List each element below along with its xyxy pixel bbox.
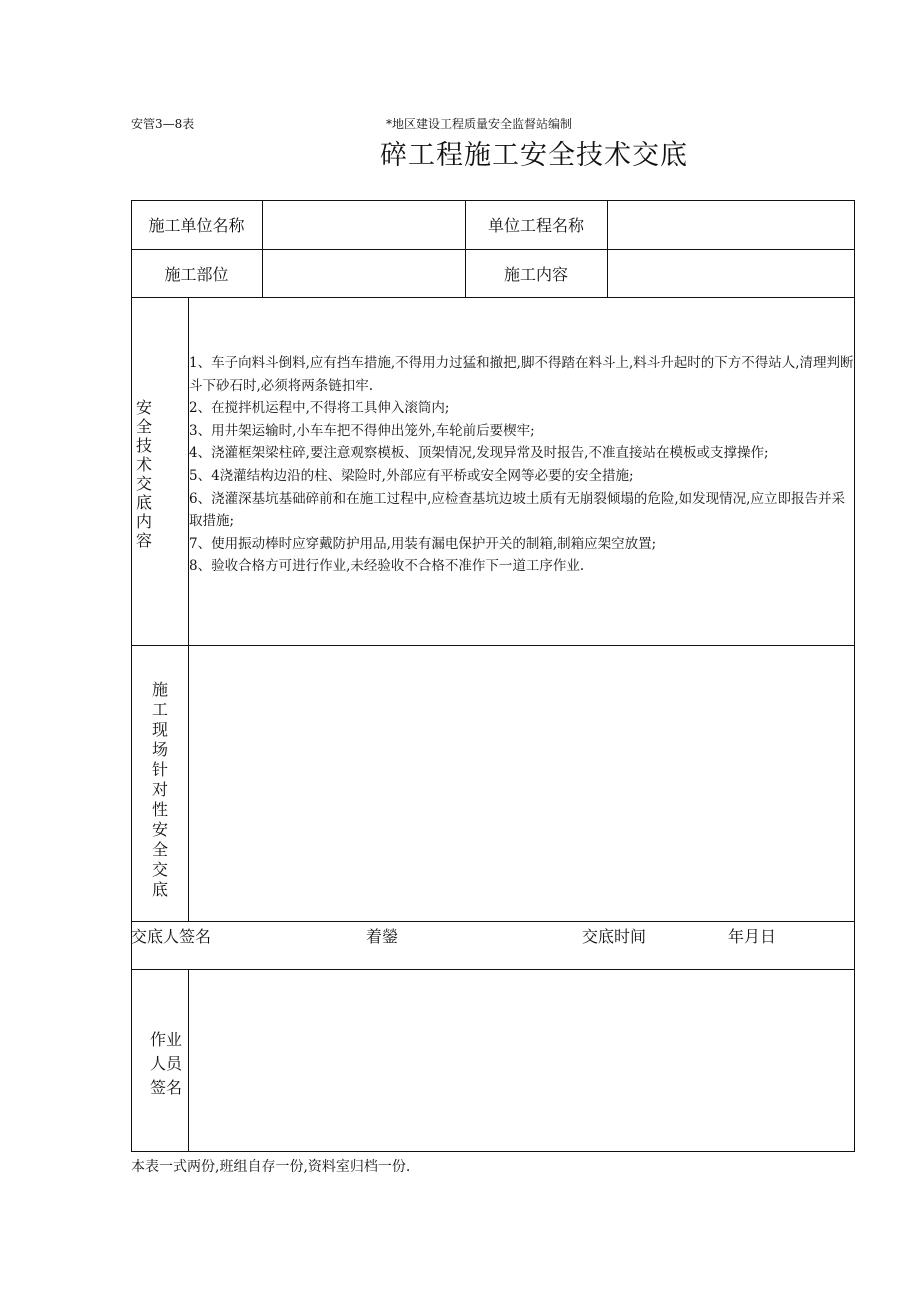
row-divider xyxy=(131,969,855,970)
safety-item: 3、用井架运输时,小车车把不得伸出笼外,车轮前后要楔牢; xyxy=(189,422,535,439)
construction-part-field[interactable] xyxy=(263,250,465,297)
safety-section-label: 安全技术交底内容 xyxy=(135,398,152,550)
project-name-field[interactable] xyxy=(608,200,855,249)
construction-content-field[interactable] xyxy=(608,250,855,297)
giver-signature-label: 交底人签名 xyxy=(131,927,212,946)
worker-label-line: 作业 xyxy=(150,1030,183,1049)
safety-item: 6、浇灌深基坑基础碎前和在施工过程中,应检查基坑边坡土质有无崩裂倾塌的危险,如发现情况,应立即报告并采取措施; xyxy=(189,490,845,530)
construction-unit-label: 施工单位名称 xyxy=(148,216,245,235)
project-name-label: 单位工程名称 xyxy=(487,216,584,235)
safety-item: 1、车子向料斗倒料,应有挡车措施,不得用力过猛和撤把,脚不得踏在料斗上,料斗升起时的下方不得站人,清理判断斗下砂石时,必须将两条链扣牢. xyxy=(189,355,854,394)
worker-signature-field[interactable] xyxy=(190,972,852,1150)
worker-label-line: 人员 xyxy=(150,1054,183,1073)
date-label: 年月日 xyxy=(728,927,777,946)
row-divider xyxy=(131,921,855,922)
construction-unit-field[interactable] xyxy=(263,200,465,249)
site-section-field[interactable] xyxy=(190,648,852,918)
safety-item: 2、在搅拌机运程中,不得将工具伸入滚筒内; xyxy=(189,400,450,417)
site-section-label: 施工现场针对性安全交底 xyxy=(151,680,168,899)
safety-items-list xyxy=(189,352,855,578)
safety-item: 8、验收合格方可进行作业,未经验收不合格不准作下一道工序作业. xyxy=(189,558,585,575)
safety-item: 4、浇灌框架梁柱碎,要注意观察模板、顶架情况,发现异常及时报告,不准直接站在模板或支撑操作; xyxy=(189,445,769,462)
row-divider xyxy=(131,645,855,646)
editor-note: *地区建设工程质量安全监督站编制 xyxy=(386,117,573,131)
safety-item: 5、4浇灌结构边沿的柱、梁险时,外部应有平桥或安全网等必要的安全措施; xyxy=(189,467,634,484)
worker-signature-label xyxy=(150,1028,182,1100)
footer-note: 本表一式两份,班组自存一份,资料室归档一份. xyxy=(131,1159,411,1175)
form-code: 安管3—8表 xyxy=(131,117,195,131)
row-divider xyxy=(131,297,855,298)
receiver-label: 着鎣 xyxy=(366,927,399,946)
construction-part-label: 施工部位 xyxy=(164,265,229,284)
construction-content-label: 施工内容 xyxy=(503,265,568,284)
col-divider xyxy=(188,969,189,1152)
worker-label-line: 签名 xyxy=(150,1078,183,1097)
disclosure-time-label: 交底时间 xyxy=(582,927,647,946)
safety-item: 7、使用振动棒时应穿戴防护用品,用装有漏电保护开关的制箱,制箱应架空放置; xyxy=(189,535,657,552)
page-title: 碎工程施工安全技术交底 xyxy=(380,140,688,171)
